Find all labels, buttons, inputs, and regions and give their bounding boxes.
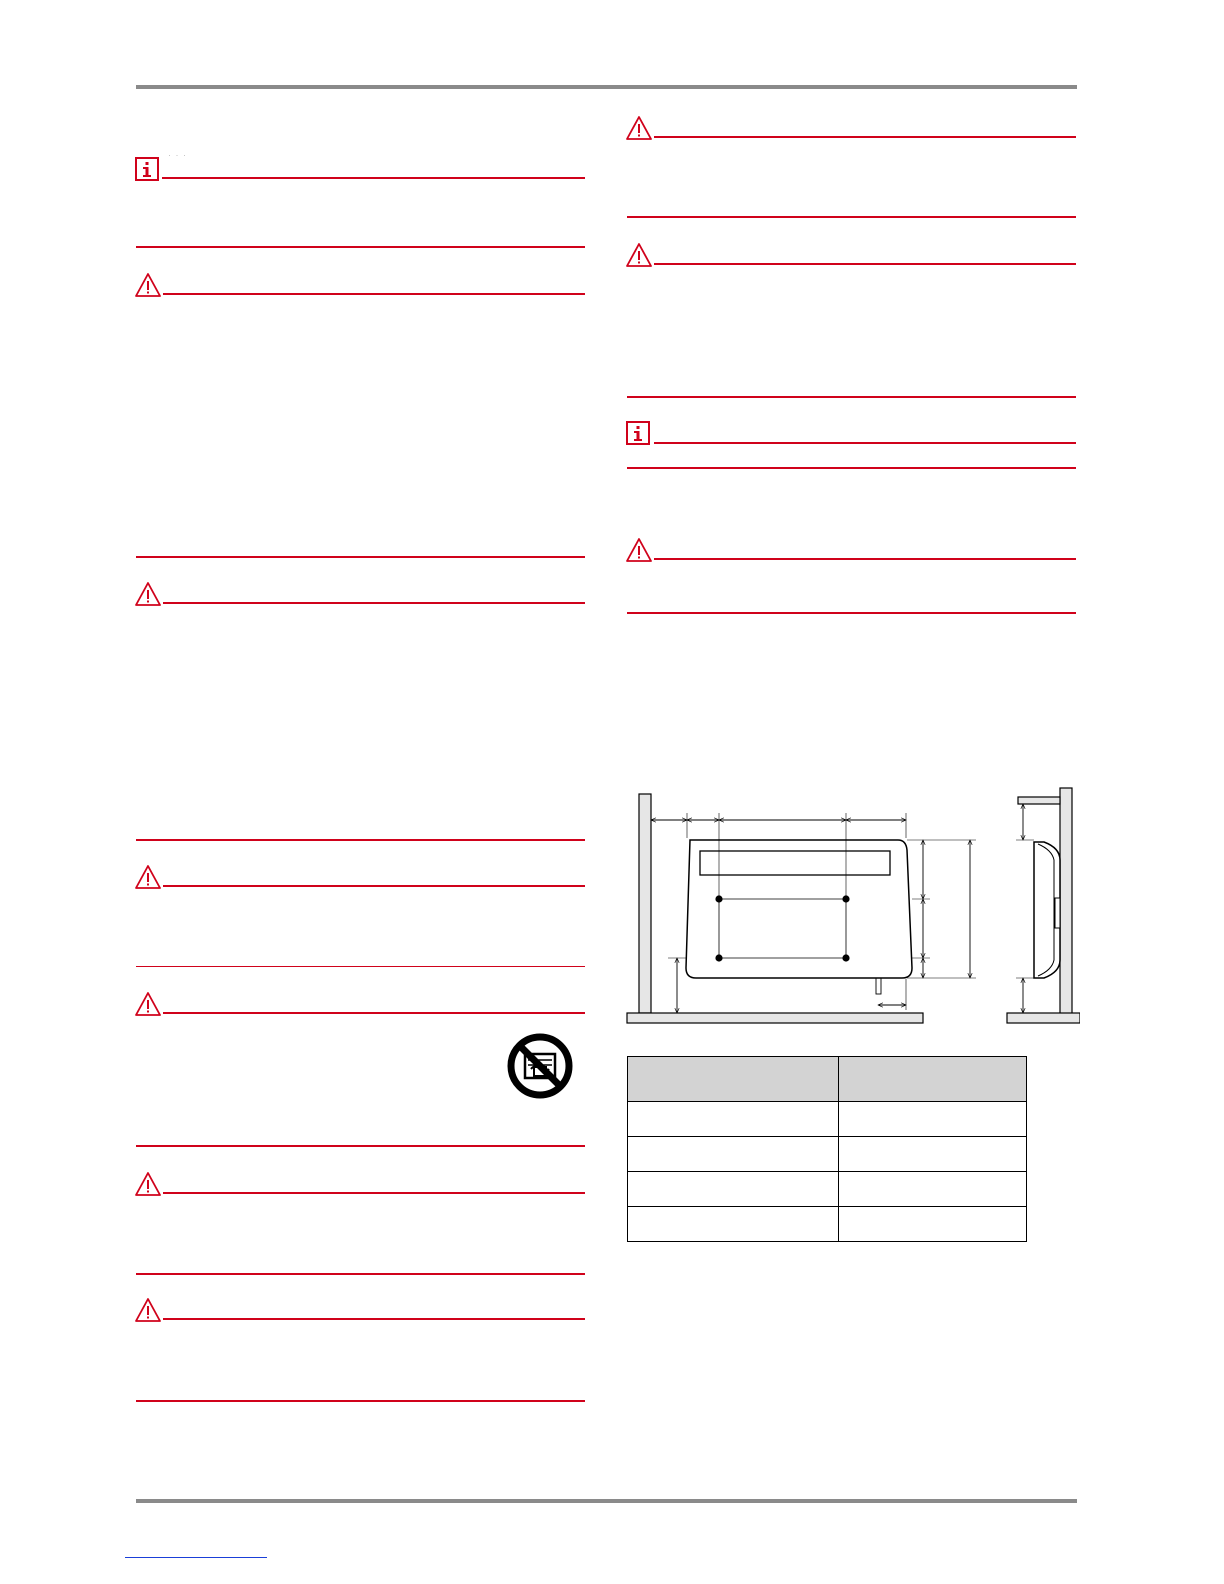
info-icon — [135, 157, 161, 183]
section-rule — [163, 1318, 585, 1320]
section-end-rule — [136, 1400, 585, 1402]
section-end-rule — [136, 556, 585, 558]
section-end-rule — [627, 612, 1076, 614]
section-end-rule — [136, 1145, 585, 1147]
table-header-row — [628, 1057, 1027, 1102]
mounting-hole — [842, 895, 849, 902]
warning-triangle-icon — [135, 1171, 161, 1197]
table-row — [628, 1207, 1027, 1242]
section-end-rule — [627, 467, 1076, 469]
table-row — [628, 1172, 1027, 1207]
table-cell — [839, 1102, 1027, 1137]
section-rule — [162, 177, 585, 179]
warning-triangle-icon — [626, 115, 652, 141]
mounting-hole — [842, 954, 849, 961]
installation-diagram — [620, 780, 1080, 1030]
section-end-rule — [136, 246, 585, 248]
table-cell — [839, 1172, 1027, 1207]
section-end-rule — [136, 1273, 585, 1275]
section-end-rule — [136, 966, 585, 967]
warning-triangle-icon — [626, 537, 652, 563]
side-wall-section — [1060, 788, 1072, 1014]
side-floor-section — [1007, 1013, 1080, 1023]
shelf-section — [1018, 797, 1060, 804]
section-rule — [654, 558, 1076, 560]
section-rule — [163, 885, 585, 887]
section-rule — [654, 263, 1076, 265]
table-cell — [628, 1137, 839, 1172]
section-rule — [654, 442, 1076, 444]
section-end-rule — [627, 396, 1076, 398]
power-cable — [876, 978, 881, 994]
section-rule — [163, 293, 585, 295]
section-rule — [163, 1012, 585, 1014]
no-cover-prohibition-icon — [506, 1032, 574, 1100]
floor-section — [627, 1013, 923, 1023]
table-cell — [628, 1207, 839, 1242]
warning-triangle-icon — [135, 1297, 161, 1323]
table-header-cell — [628, 1057, 839, 1102]
faint-mark: · · · — [168, 150, 187, 160]
table-cell — [839, 1137, 1027, 1172]
footer-link-underline[interactable] — [125, 1557, 267, 1558]
warning-triangle-icon — [135, 991, 161, 1017]
table-cell — [628, 1172, 839, 1207]
warning-triangle-icon — [626, 242, 652, 268]
mounting-hole — [715, 895, 722, 902]
wall-section — [639, 794, 651, 1013]
table-row — [628, 1137, 1027, 1172]
top-rule — [136, 85, 1077, 89]
bottom-rule — [136, 1499, 1077, 1503]
warning-triangle-icon — [135, 581, 161, 607]
section-rule — [163, 602, 585, 604]
info-icon — [626, 421, 652, 447]
mounting-hole — [715, 954, 722, 961]
table-row — [628, 1102, 1027, 1137]
table-cell — [628, 1102, 839, 1137]
table-cell — [839, 1207, 1027, 1242]
section-rule — [163, 1192, 585, 1194]
warning-triangle-icon — [135, 272, 161, 298]
section-rule — [654, 136, 1076, 138]
warning-triangle-icon — [135, 864, 161, 890]
section-end-rule — [136, 839, 585, 841]
dimension-table — [627, 1056, 1027, 1242]
table-header-cell — [839, 1057, 1027, 1102]
section-end-rule — [627, 216, 1076, 218]
